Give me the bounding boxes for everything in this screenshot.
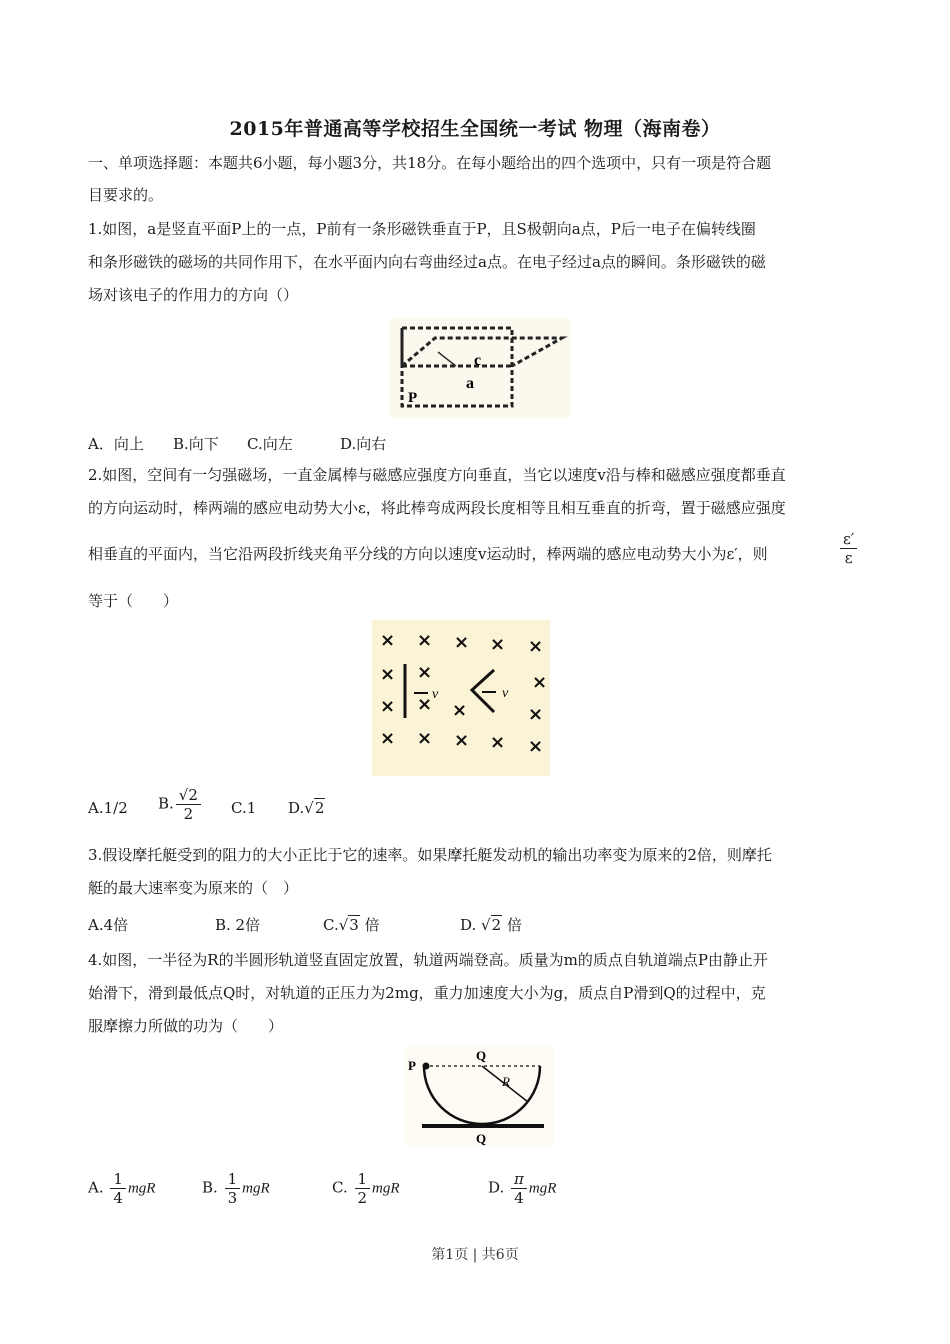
q4-fig-label-r: R — [502, 1074, 510, 1089]
q2-text-line1: 2.如图，空间有一匀强磁场，一直金属棒与磁感应强度方向垂直，当它以速度v沿与棒和磁感应强度都垂直 — [88, 466, 786, 484]
field-cross-mark: × — [380, 664, 396, 685]
q4-option-c-unit: mgR — [372, 1180, 400, 1197]
q2-option-b-denominator: 2 — [183, 805, 194, 823]
q4-option-b-denominator: 3 — [227, 1189, 238, 1207]
field-cross-mark: × — [417, 694, 433, 715]
field-cross-mark: × — [528, 736, 544, 757]
q4-option-c-denominator: 2 — [357, 1189, 368, 1207]
section-heading-line2: 目要求的。 — [88, 186, 164, 204]
q4-option-a-numerator: 1 — [110, 1170, 126, 1189]
field-cross-mark: × — [380, 630, 396, 651]
q1-fig-label-p: P — [408, 390, 418, 406]
q4-option-d-unit: mgR — [528, 1180, 557, 1197]
q4-option-c-numerator: 1 — [355, 1170, 371, 1189]
q4-option-d-prefix: D. — [488, 1178, 505, 1197]
q4-option-a-prefix: A. — [88, 1178, 104, 1197]
q4-text-line2: 始滑下，滑到最低点Q时，对轨道的正压力为2mg，重力加速度大小为g，质点自P滑到Q的过程中，克 — [88, 984, 766, 1002]
q4-text-line3: 服摩擦力所做的功为（ ） — [88, 1017, 284, 1035]
q2-option-b — [158, 786, 203, 823]
q2-ratio-numerator: ε′ — [840, 530, 857, 549]
q4-option-b — [202, 1170, 270, 1207]
q4-option-a-denominator: 4 — [113, 1189, 123, 1207]
field-cross-mark: × — [380, 696, 396, 717]
field-cross-mark: × — [454, 730, 470, 751]
q4-option-b-prefix: B. — [202, 1178, 218, 1197]
q4-option-c — [332, 1170, 400, 1207]
q3-option-c-value: 3 — [349, 916, 359, 934]
q4-option-d-numerator: π — [511, 1170, 527, 1189]
q3-option-c-prefix: C. — [323, 916, 339, 934]
page-footer: 第1页 | 共6页 — [431, 1247, 519, 1263]
q4-option-b-numerator: 1 — [225, 1170, 241, 1189]
q2-fig-velocity-label-1: v — [432, 687, 439, 702]
q3-option-c-suffix: 倍 — [364, 916, 380, 934]
q3-option-d-prefix: D. — [460, 916, 477, 934]
q4-option-d-denominator: 4 — [514, 1189, 524, 1207]
field-cross-mark: × — [528, 704, 544, 725]
q1-text-line1: 1.如图，a是竖直平面P上的一点，P前有一条形磁铁垂直于P，且S极朝向a点，P后一电子在偏转线圈 — [88, 220, 756, 238]
q3-text-line2: 艇的最大速率变为原来的（ ） — [88, 879, 299, 897]
q1-option-d: D.向右 — [340, 435, 387, 453]
q3-text-line1: 3.假设摩托艇受到的阻力的大小正比于它的速率。如果摩托艇发动机的输出功率变为原来的2倍，则摩托 — [88, 846, 772, 864]
q4-option-c-prefix: C. — [332, 1178, 348, 1197]
field-cross-mark: × — [490, 732, 506, 753]
q4-fig-label-q-top: Q — [476, 1048, 487, 1063]
field-cross-mark: × — [380, 728, 396, 749]
field-cross-mark: × — [417, 630, 433, 651]
q2-ratio-denominator: ε — [844, 549, 853, 567]
q2-ratio-fraction — [840, 530, 857, 567]
field-cross-mark: × — [417, 728, 433, 749]
field-cross-mark: × — [454, 632, 470, 653]
q2-text-line3: 相垂直的平面内，当它沿两段折线夹角平分线的方向以速度v运动时，棒两端的感应电动势大小为ε′，则 — [88, 545, 768, 563]
field-cross-mark: × — [490, 634, 506, 655]
field-cross-mark: × — [452, 700, 468, 721]
q3-option-c: C.√3 倍 — [323, 916, 380, 934]
page-title: 2015年普通高等学校招生全国统一考试 物理（海南卷） — [229, 118, 721, 140]
q2-option-a: A.1/2 — [88, 799, 128, 817]
q1-fig-label-c: c — [474, 352, 482, 369]
q3-option-d-value: 2 — [491, 916, 502, 934]
q2-option-b-numerator: √2 — [176, 786, 201, 805]
q2-option-c: C.1 — [231, 799, 257, 817]
q1-fig-label-a: a — [466, 375, 474, 392]
q1-option-c: C.向左 — [247, 435, 293, 453]
field-cross-mark: × — [532, 672, 548, 693]
section-heading-line1: 一、单项选择题：本题共6小题，每小题3分，共18分。在每小题给出的四个选项中，只有一项是符合题 — [88, 154, 772, 172]
q4-option-d — [488, 1170, 556, 1207]
q1-option-b: B.向下 — [173, 435, 219, 453]
q3-option-d-suffix: 倍 — [506, 916, 522, 934]
q3-option-b: B. 2倍 — [215, 916, 261, 934]
q1-magnet-plane-figure — [390, 318, 570, 418]
q3-option-a: A.4倍 — [88, 916, 129, 934]
q4-fig-label-q-bottom: Q — [476, 1131, 487, 1146]
q3-option-d: D. √2 倍 — [460, 916, 522, 934]
q2-option-d: D.√2 — [288, 799, 325, 817]
q2-option-b-prefix: B. — [158, 794, 174, 813]
q2-text-line2: 的方向运动时，棒两端的感应电动势大小ε，将此棒弯成两段长度相等且相互垂直的折弯，置于磁感应强度 — [88, 499, 786, 517]
q4-option-b-unit: mgR — [242, 1180, 270, 1197]
q2-text-line4: 等于（ ） — [88, 592, 179, 610]
q2-option-d-prefix: D. — [288, 799, 305, 817]
q4-fig-label-p: P — [408, 1058, 416, 1073]
q1-option-a: A．向上 — [88, 435, 144, 453]
q4-text-line1: 4.如图，一半径为R的半圆形轨道竖直固定放置，轨道两端登高。质量为m的质点自轨道端点P由静止开 — [88, 951, 768, 969]
q2-fig-velocity-label-2: v — [502, 686, 509, 701]
q1-text-line2: 和条形磁铁的磁场的共同作用下，在水平面内向右弯曲经过a点。在电子经过a点的瞬间。条形磁铁的磁 — [88, 253, 766, 271]
q1-text-line3: 场对该电子的作用力的方向（） — [88, 286, 299, 304]
field-cross-mark: × — [528, 636, 544, 657]
q2-option-d-value: 2 — [314, 799, 325, 817]
q4-option-a — [88, 1170, 155, 1207]
field-cross-mark: × — [417, 662, 433, 683]
q2-magnetic-field-figure — [372, 620, 550, 776]
q4-option-a-unit: mgR — [127, 1180, 156, 1197]
q4-semicircle-track-figure — [404, 1046, 554, 1146]
